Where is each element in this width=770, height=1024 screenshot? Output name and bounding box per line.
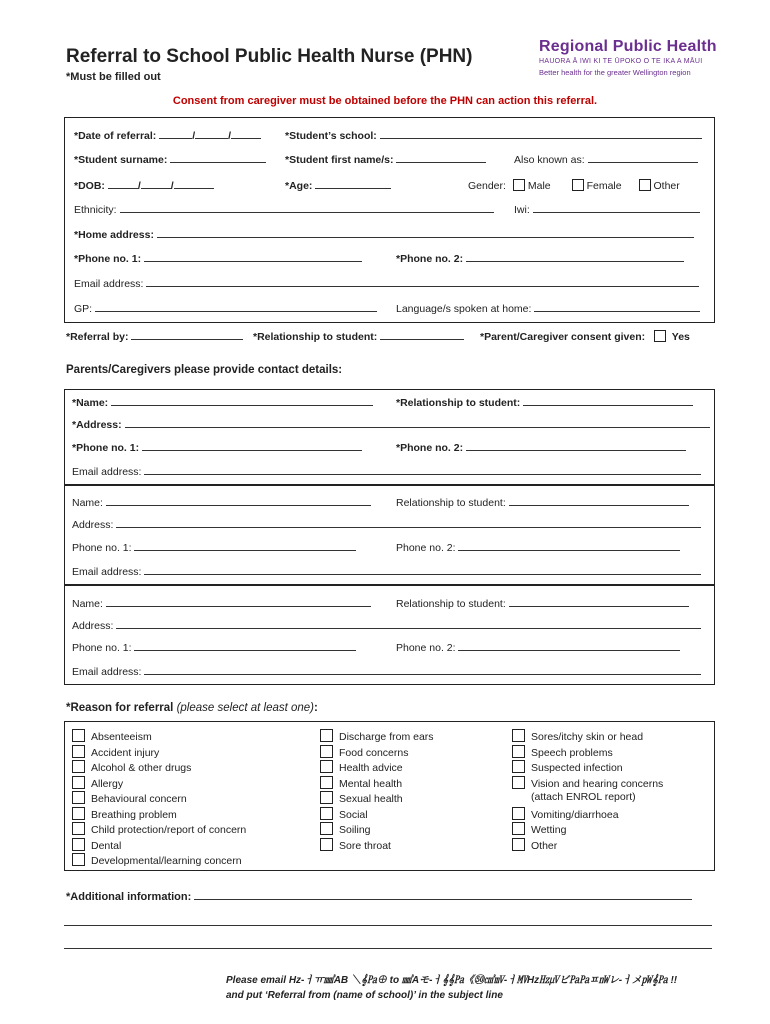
parent1-address-field[interactable] [72, 419, 710, 431]
iwi-field[interactable] [514, 204, 700, 216]
parent1-email-label: Email address: [72, 466, 142, 478]
reason-label-mental-health: Mental health [339, 777, 403, 790]
reason-checkbox-mental-health[interactable] [320, 776, 333, 789]
footer-recipient: ㎣Aモ-ㅓ𝄞𝄞㎩《㊿㎠㎷-ㅓ㎹Hz㎐㎶ビ㎩㎩ㅍ㎻レ-ㅓメ㎺𝄞㎩ !! [401, 975, 678, 986]
reason-checkbox-sexual-health[interactable] [320, 791, 333, 804]
date-of-referral-field[interactable]: *Date of referral: / / [74, 130, 261, 142]
additional-info-label: *Additional information: [66, 891, 192, 903]
gender-female-label: Female [586, 180, 622, 192]
parent3-phone2-field[interactable] [396, 642, 680, 654]
consent-warning: Consent from caregiver must be obtained before the PHN can action this referral. [172, 95, 598, 107]
parent3-name-label: Name: [72, 598, 103, 610]
footer-email-address: Hz-ㅓㅠ㎣AB ＼𝄞㎩⊕ [288, 975, 387, 986]
student-details-box [64, 117, 715, 323]
reason-item-speech-problems[interactable] [512, 745, 613, 759]
reason-item-soiling[interactable] [320, 822, 371, 836]
iwi-label: Iwi: [514, 204, 530, 216]
parent3-address-label: Address: [72, 620, 114, 632]
reason-item-breathing-problem[interactable] [72, 807, 177, 821]
reason-checkbox-soiling[interactable] [320, 822, 333, 835]
student-email-field[interactable] [74, 278, 699, 290]
reason-item-child-protection-report-of-concern[interactable] [72, 822, 246, 836]
parent1-relationship-field[interactable] [396, 397, 693, 409]
reason-label-absenteeism: Absenteeism [91, 731, 152, 743]
reason-item-behavioural-concern[interactable] [72, 791, 187, 805]
gender-group [468, 179, 680, 192]
parent3-relationship-label: Relationship to student: [396, 598, 506, 610]
reason-item-vomiting-diarrhoea[interactable] [512, 807, 619, 821]
additional-info-line-3[interactable] [64, 948, 712, 949]
ethnicity-label: Ethnicity: [74, 204, 117, 216]
additional-info-line-2[interactable] [64, 925, 712, 926]
age-field[interactable] [285, 180, 391, 192]
reason-label-behavioural-concern: Behavioural concern [91, 793, 187, 805]
parent1-phone2-field[interactable] [396, 442, 686, 454]
reason-checkbox-discharge-from-ears[interactable] [320, 729, 333, 742]
also-known-as-field[interactable] [514, 154, 698, 166]
surname-label: *Student surname: [74, 154, 168, 166]
language-label: Language/s spoken at home: [396, 303, 532, 315]
reason-item-mental-health[interactable] [320, 776, 402, 790]
gender-label: Gender: [468, 180, 506, 192]
parent2-phone1-field[interactable] [72, 542, 356, 554]
consent-yes-checkbox[interactable] [654, 330, 666, 342]
footer-email-instruction [226, 971, 677, 986]
reason-label-suspected-infection: Suspected infection [531, 762, 623, 774]
reason-item-absenteeism[interactable] [72, 729, 152, 743]
reason-item-other[interactable] [512, 838, 557, 852]
parent1-name-label: *Name: [72, 397, 109, 409]
reason-label-sores-itchy-skin-or-head: Sores/itchy skin or head [531, 731, 644, 743]
student-phone1-field[interactable] [74, 253, 362, 265]
parent2-email-field[interactable] [72, 566, 701, 578]
reason-label-alcohol-other-drugs: Alcohol & other drugs [91, 762, 192, 774]
logo-tagline-maori: HAUORA Ā IWI KI TE ŪPOKO O TE IKA A MĀUI [539, 58, 703, 65]
footer-to: to [389, 975, 400, 986]
required-note: *Must be filled out [66, 71, 161, 83]
reason-heading [66, 702, 318, 714]
first-name-label: *Student first name/s: [285, 154, 394, 166]
referral-relationship-label: *Relationship to student: [253, 331, 378, 343]
reason-heading-colon: : [314, 702, 318, 714]
parent3-email-field[interactable] [72, 666, 701, 678]
parent3-name-field[interactable] [72, 598, 371, 610]
student-email-label: Email address: [74, 278, 144, 290]
parent1-relationship-label: *Relationship to student: [396, 397, 521, 409]
footer-subject-instruction: and put ‘Referral from (name of school)’ in the subject line [226, 990, 503, 1001]
gender-male-label: Male [527, 180, 551, 192]
parent2-email-label: Email address: [72, 566, 142, 578]
gp-label: GP: [74, 303, 93, 315]
reason-heading-main: *Reason for referral [66, 702, 174, 714]
reason-label-dental: Dental [91, 839, 122, 852]
reason-checkbox-speech-problems[interactable] [512, 745, 525, 758]
parent2-address-field[interactable] [72, 519, 701, 531]
reason-item-wetting[interactable] [512, 822, 566, 836]
reason-label-social: Social [339, 808, 368, 821]
page-title: Referral to School Public Health Nurse (PHN) [66, 46, 473, 67]
consent-yes-label: Yes [671, 331, 690, 343]
reason-checkbox-breathing-problem[interactable] [72, 807, 85, 820]
home-address-field[interactable] [74, 229, 694, 241]
reason-checkbox-sores-itchy-skin-or-head[interactable] [512, 729, 525, 742]
dob-field[interactable]: *DOB: / / [74, 180, 214, 192]
gender-other-checkbox[interactable] [639, 179, 651, 191]
reason-item-social[interactable] [320, 807, 368, 821]
reason-heading-note: (please select at least one) [176, 702, 315, 714]
parent3-phone2-label: Phone no. 2: [396, 642, 456, 654]
referral-by-label: *Referral by: [66, 331, 129, 343]
parent3-phone1-field[interactable] [72, 642, 356, 654]
student-phone1-label: *Phone no. 1: [74, 253, 142, 265]
reason-checkbox-absenteeism[interactable] [72, 729, 85, 742]
parent2-phone1-label: Phone no. 1: [72, 542, 132, 554]
consent-given-field [480, 330, 690, 343]
age-label: *Age: [285, 180, 313, 192]
parent1-address-label: *Address: [72, 419, 122, 431]
parent1-phone1-label: *Phone no. 1: [72, 442, 140, 454]
reason-checkbox-wetting[interactable] [512, 822, 525, 835]
surname-field[interactable] [74, 154, 266, 166]
reason-label-wetting: Wetting [531, 824, 567, 836]
reason-checkbox-other[interactable] [512, 838, 525, 851]
reason-checkbox-child-protection-report-of-concern[interactable] [72, 822, 85, 835]
school-label: *Student’s school: [285, 130, 377, 142]
reason-checkbox-health-advice[interactable] [320, 760, 333, 773]
reason-label-attach-enrol-report: (attach ENROL report) [531, 791, 636, 803]
reason-item-suspected-infection[interactable] [512, 760, 623, 774]
reason-checkbox-allergy[interactable] [72, 776, 85, 789]
gender-female-checkbox[interactable] [572, 179, 584, 191]
reason-item-vision-and-hearing-concerns[interactable] [512, 776, 663, 790]
reason-item-health-advice[interactable] [320, 760, 403, 774]
student-phone2-label: *Phone no. 2: [396, 253, 464, 265]
reason-label-accident-injury: Accident injury [91, 746, 160, 759]
parent2-name-label: Name: [72, 497, 103, 509]
home-address-label: *Home address: [74, 229, 154, 241]
parent2-relationship-field[interactable] [396, 497, 689, 509]
referral-relationship-field[interactable] [253, 331, 464, 343]
reason-item-alcohol-other-drugs[interactable] [72, 760, 191, 774]
reason-label-soiling: Soiling [339, 824, 371, 836]
school-field[interactable] [285, 130, 702, 142]
reason-checkbox-food-concerns[interactable] [320, 745, 333, 758]
ethnicity-field[interactable] [74, 204, 494, 216]
reason-checkbox-accident-injury[interactable] [72, 745, 85, 758]
reason-checkbox-social[interactable] [320, 807, 333, 820]
logo-title: Regional Public Health [539, 38, 717, 55]
additional-info-field[interactable] [66, 891, 692, 903]
parent1-name-field[interactable] [72, 397, 373, 409]
parent1-email-field[interactable] [72, 466, 701, 478]
reason-checkbox-sore-throat[interactable] [320, 838, 333, 851]
reason-item-discharge-from-ears[interactable] [320, 729, 434, 743]
reason-label-other: Other [531, 839, 558, 852]
reason-checkbox-behavioural-concern[interactable] [72, 791, 85, 804]
date-of-referral-label: *Date of referral: [74, 130, 157, 142]
reason-checkbox-vomiting-diarrhoea[interactable] [512, 807, 525, 820]
parent2-relationship-label: Relationship to student: [396, 497, 506, 509]
reason-item-developmental-learning-concern[interactable] [72, 853, 242, 867]
reason-item-food-concerns[interactable] [320, 745, 408, 759]
parent3-address-field[interactable] [72, 620, 701, 632]
parent3-relationship-field[interactable] [396, 598, 689, 610]
reason-label-food-concerns: Food concerns [339, 746, 409, 759]
parent2-name-field[interactable] [72, 497, 371, 509]
referral-by-field[interactable] [66, 331, 243, 343]
reason-item-sores-itchy-skin-or-head[interactable] [512, 729, 643, 743]
footer-prefix: Please email [226, 975, 287, 986]
parents-heading: Parents/Caregivers please provide contact details: [66, 364, 343, 376]
parent2-address-label: Address: [72, 519, 114, 531]
reason-label-sore-throat: Sore throat [339, 839, 391, 852]
reason-item-dental[interactable] [72, 838, 121, 852]
first-name-field[interactable] [285, 154, 486, 166]
gp-field[interactable] [74, 303, 377, 315]
reason-item-accident-injury[interactable] [72, 745, 159, 759]
reason-label-health-advice: Health advice [339, 762, 403, 774]
dob-label: *DOB: [74, 180, 105, 192]
reason-label-vomiting-diarrhoea: Vomiting/diarrhoea [531, 808, 619, 821]
reason-label-breathing-problem: Breathing problem [91, 808, 177, 821]
parent2-phone2-label: Phone no. 2: [396, 542, 456, 554]
reason-label-developmental-learning-concern: Developmental/learning concern [91, 855, 242, 867]
reason-checkbox-vision-and-hearing-concerns[interactable] [512, 776, 525, 789]
parent1-phone1-field[interactable] [72, 442, 362, 454]
reason-checkbox-alcohol-other-drugs[interactable] [72, 760, 85, 773]
also-known-as-label: Also known as: [514, 154, 585, 166]
reason-label-allergy: Allergy [91, 777, 124, 790]
reason-label-discharge-from-ears: Discharge from ears [339, 731, 434, 743]
parent1-phone2-label: *Phone no. 2: [396, 442, 464, 454]
reason-checkbox-dental[interactable] [72, 838, 85, 851]
reason-item-attach-enrol-report [512, 791, 636, 803]
reason-label-child-protection-report-of-concern: Child protection/report of concern [91, 824, 247, 836]
reason-checkbox-developmental-learning-concern[interactable] [72, 853, 85, 866]
reason-item-allergy[interactable] [72, 776, 123, 790]
gender-other-label: Other [653, 180, 680, 192]
logo-tagline-english: Better health for the greater Wellington region [539, 68, 691, 77]
parent3-email-label: Email address: [72, 666, 142, 678]
reason-item-sexual-health[interactable] [320, 791, 403, 805]
student-phone2-field[interactable] [396, 253, 684, 265]
reason-label-sexual-health: Sexual health [339, 793, 403, 805]
reason-label-speech-problems: Speech problems [531, 746, 613, 759]
language-field[interactable] [396, 303, 700, 315]
parent2-phone2-field[interactable] [396, 542, 680, 554]
reason-item-sore-throat[interactable] [320, 838, 391, 852]
consent-given-label: *Parent/Caregiver consent given: [480, 331, 646, 343]
reason-checkbox-suspected-infection[interactable] [512, 760, 525, 773]
reason-label-vision-and-hearing-concerns: Vision and hearing concerns [531, 777, 664, 790]
parent3-phone1-label: Phone no. 1: [72, 642, 132, 654]
gender-male-checkbox[interactable] [513, 179, 525, 191]
